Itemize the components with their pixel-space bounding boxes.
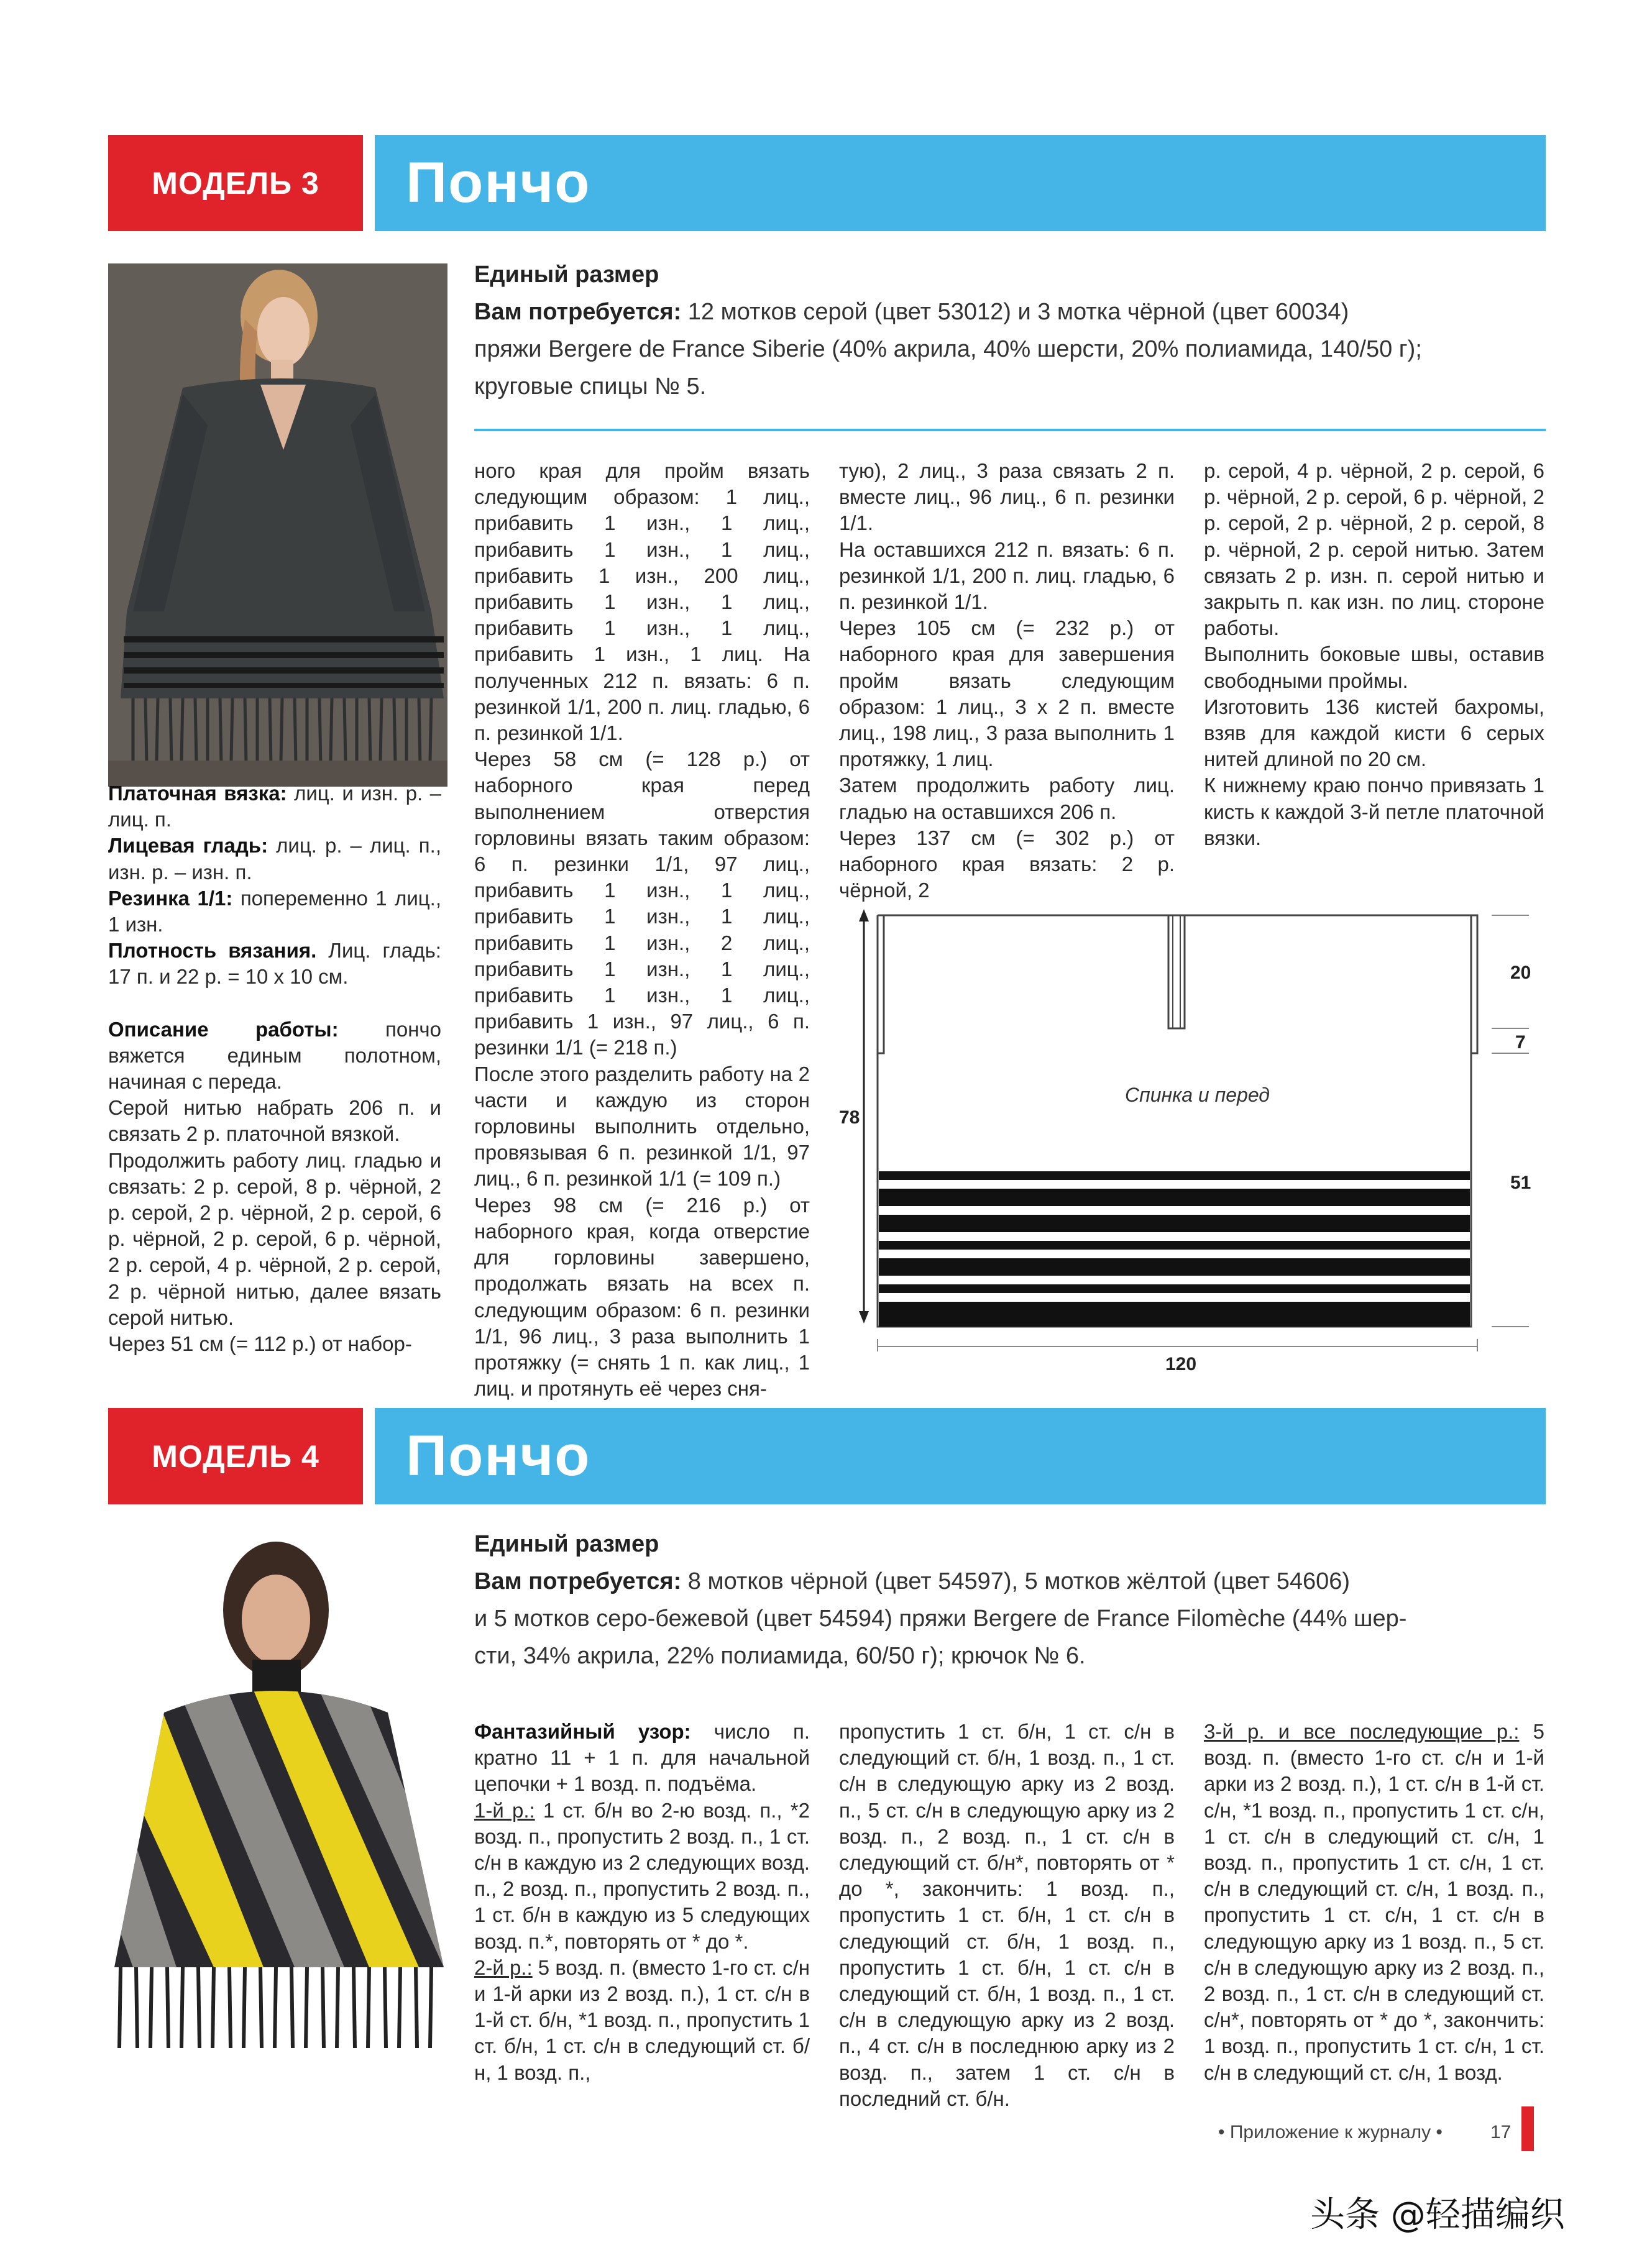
paragraph: Продолжить работу лиц. гладью и связать: 2 р. серой, 8 р. чёрной, 2 р. серой, 2 р. чёрной, 2 р. серой, 6 р. чёрной, 2 р. серой, 6 р. чёрной, 2 р. серой, 4 р. чёрной, 2 р. серой, 2 р. чёрной нитью, далее вязать серой нитью. [108,1148,441,1329]
model3-col2 [474,458,810,1402]
paragraph: Через 137 см (= 302 р.) от наборного края вязать: 2 р. чёрной, 2 [839,826,1175,902]
paragraph: Серой нитью набрать 206 п. и связать 2 р. платочной вязкой. [108,1096,441,1146]
model3-col4 [1204,458,1544,851]
model3-size: Единый размер [474,262,659,288]
paragraph: Выполнить боковые швы, оставив свободными проймы. [1204,642,1544,692]
row-1: 1-й р.: 1 ст. б/н во 2-ю возд. п., *2 возд. п., пропустить 2 возд. п., 1 ст. с/н в каждую из 2 следующих возд. п., 2 возд. п., пропустить 2 возд. п., 1 ст. б/н в каждую из 5 следующих возд. п.*, повторять от * до *. [474,1798,810,1953]
dim-width: 120 [1165,1354,1197,1374]
model4-photo [108,1532,447,2049]
model3-tag [108,135,363,231]
model4-needs-line2: и 5 мотков серо-бежевой (цвет 54594) пряжи Bergere de France Filomèche (44% шер- [474,1606,1407,1632]
paragraph: р. серой, 4 р. чёрной, 2 р. серой, 6 р. чёрной, 2 р. серой, 6 р. чёрной, 2 р. серой, 2 р. чёрной, 2 р. серой, 8 р. чёрной, 2 р. серой нитью. Затем связать 2 р. изн. п. серой нитью и закрыть п. как изн. по лиц. стороне работы. [1204,459,1544,640]
pattern-platochnaya: Платочная вязка: лиц. и изн. р. – лиц. п. [108,782,441,831]
row-2: 2-й р.: 5 возд. п. (вместо 1-го ст. с/н и 1-й арки из 2 возд. п.), 1 ст. с/н в 1-й ст. б/н, *1 возд. п., пропустить 1 ст. б/н, 1 ст. с/н в следующий ст. б/н, 1 возд. п., [474,1955,810,2084]
model4-col1 [474,1719,810,2086]
model3-needs-line3: круговые спицы № 5. [474,373,707,400]
model3-needs-label: Вам потребуется: [474,299,682,325]
model3-title: Пончо [406,151,591,214]
description: Описание работы: пончо вяжется единым полотном, начиная с переда. [108,1017,441,1094]
paragraph: Изготовить 136 кистей бахромы, взяв для каждой кисти 6 серых нитей длиной по 20 см. [1204,695,1544,771]
model4-col3 [1204,1719,1544,2086]
model4-tag [108,1408,363,1504]
model4-title-bar [375,1408,1546,1504]
model3-needs-line1: Вам потребуется: 12 мотков серой (цвет 53012) и 3 мотка чёрной (цвет 60034) [474,299,1349,325]
schematic-diagram [827,904,1554,1376]
paragraph: Через 51 см (= 112 р.) от набор- [108,1332,412,1356]
model3-title-bar [375,135,1546,231]
paragraph: Затем продолжить работу лиц. гладью на оставшихся 206 п. [839,774,1175,823]
diagram-label: Спинка и перед [1125,1084,1270,1106]
model3-col1 [108,780,441,1357]
model3-col3 [839,458,1175,903]
poncho-yellow-photo [108,1532,447,2049]
model4-col2 [839,1719,1175,2112]
paragraph: ного края для пройм вязать следующим образом: 1 лиц., прибавить 1 изн., 1 лиц., прибавить 1 изн., 1 лиц., прибавить 1 изн., 200 лиц., прибавить 1 изн., 1 лиц., прибавить 1 изн., 1 лиц., прибавить 1 изн., 1 лиц. На полученных 212 п. вязать: 6 п. резинкой 1/1, 200 п. лиц. гладью, 6 п. резинкой 1/1. [474,459,810,745]
watermark-text: 头条 @轻描编织 [1310,2195,1565,2235]
paragraph: К нижнему краю пончо привязать 1 кисть к каждой 3-й петле платочной вязки. [1204,774,1544,849]
model4-header-text [474,1525,1543,1675]
row-3: 3-й р. и все последующие р.: 5 возд. п. (вместо 1-го ст. с/н и 1-й арки из 2 возд. п.), 1 ст. с/н в 1-й ст. с/н, *1 возд. п., пропустить 1 ст. с/н, 1 ст. с/н в следующий ст. с/н, 1 возд. п., пропустить 1 ст. с/н, 1 ст. с/н в следующий ст. с/н, 1 возд. п., пропустить 1 ст. с/н, 1 ст. с/н в следующую арку из 1 возд. п., 5 ст. с/н в следующую арку из 2 возд. п., 2 возд. п., 1 ст. с/н в следующий ст. с/н*, повторять от * до *, закончить: 1 возд. п., пропустить 1 ст. с/н, 1 ст. с/н в следующий ст. с/н, 1 возд. [1204,1720,1544,2084]
model3-needs-line2: пряжи Bergere de France Siberie (40% акрила, 40% шерсти, 20% полиамида, 140/50 г); [474,336,1422,362]
pattern-gladj: Лицевая гладь: лиц. р. – лиц. п., изн. р. – изн. п. [108,834,441,884]
page-number: 17 [1490,2122,1512,2142]
footer-red-marker [1521,2106,1534,2151]
paragraph: На оставшихся 212 п. вязать: 6 п. резинкой 1/1, 200 п. лиц. гладью, 6 п. резинкой 1/1. [839,537,1175,614]
paragraph: После этого разделить работу на 2 части и каждую из сторон горловины выполнить отдельно, провязывая 6 п. резинкой 1/1, 97 лиц., 6 п. резинкой 1/1 (= 109 п.) [474,1062,810,1191]
paragraph: тую), 2 лиц., 3 раза связать 2 п. вместе лиц., 96 лиц., 6 п. резинки 1/1. [839,459,1175,535]
model3-header-text [474,256,1543,405]
dim-bottom: 51 [1510,1173,1531,1193]
model3-photo [108,263,447,787]
dim-top: 20 [1510,963,1531,983]
paragraph: Через 105 см (= 232 р.) от наборного края для завершения пройм вязать следующим образом: 1 лиц., 3 х 2 п. вместе лиц., 198 лиц., 3 раза выполнить 1 протяжку, 1 лиц. [839,616,1175,771]
dim-total-height: 78 [839,1107,860,1128]
pattern-fantasy: Фантазийный узор: число п. кратно 11 + 1 п. для начальной цепочки + 1 возд. п. подъёма. [474,1720,810,1796]
model4-needs-label: Вам потребуется: [474,1568,682,1594]
footer-caption: • Приложение к журналу • [1218,2122,1443,2142]
pattern-plotnost: Плотность вязания. Лиц. гладь: 17 п. и 22 р. = 10 х 10 см. [108,939,441,989]
dim-armhole: 7 [1515,1032,1526,1053]
pattern-rezinka: Резинка 1/1: попеременно 1 лиц., 1 изн. [108,886,441,936]
paragraph: Через 98 см (= 216 р.) от наборного края, когда отверстие для горловины завершено, продолжать вязать на всех п. следующим образом: 6 п. резинки 1/1, 96 лиц., 3 раза выполнить 1 протяжку (= снять 1 п. как лиц., 1 лиц. и протянуть её через сня- [474,1193,810,1401]
model4-size: Единый размер [474,1531,659,1557]
model4-needs-line3: сти, 34% акрила, 22% полиамида, 60/50 г); крючок № 6. [474,1643,1086,1669]
paragraph: Через 58 см (= 128 р.) от наборного края перед выполнением отверстия горловины вязать таким образом: 6 п. резинки 1/1, 97 лиц., прибавить 1 изн., 1 лиц., прибавить 1 изн., 1 лиц., прибавить 1 изн., 2 лиц., прибавить 1 изн., 1 лиц., прибавить 1 изн., 1 лиц., прибавить 1 изн., 97 лиц., 6 п. резинки 1/1 (= 218 п.) [474,748,810,1059]
poncho-gray-photo [108,263,447,787]
model4-needs-line1: Вам потребуется: 8 мотков чёрной (цвет 54597), 5 мотков жёлтой (цвет 54606) [474,1568,1351,1594]
paragraph: пропустить 1 ст. б/н, 1 ст. с/н в следующий ст. б/н, 1 возд. п., 1 ст. с/н в следующую арку из 2 возд. п., 5 ст. с/н в следующую арку из 2 возд. п., 2 возд. п., 1 ст. с/н в следующий ст. б/н*, повторять от * до *, закончить: 1 возд. п., пропустить 1 ст. б/н, 1 ст. с/н в следующий ст. б/н, 1 возд. п., пропустить 1 ст. б/н, 1 ст. с/н в следующий ст. б/н, 1 возд. п., 1 ст. с/н в следующую арку из 2 возд. п., 4 ст. с/н в последнюю арку из 2 возд. п., затем 1 ст. с/н в последний ст. б/н. [839,1720,1175,2110]
model3-separator [474,429,1546,431]
model4-tag-text: МОДЕЛЬ 4 [152,1438,319,1474]
model4-title: Пончо [406,1424,591,1488]
model3-tag-text: МОДЕЛЬ 3 [152,165,319,201]
